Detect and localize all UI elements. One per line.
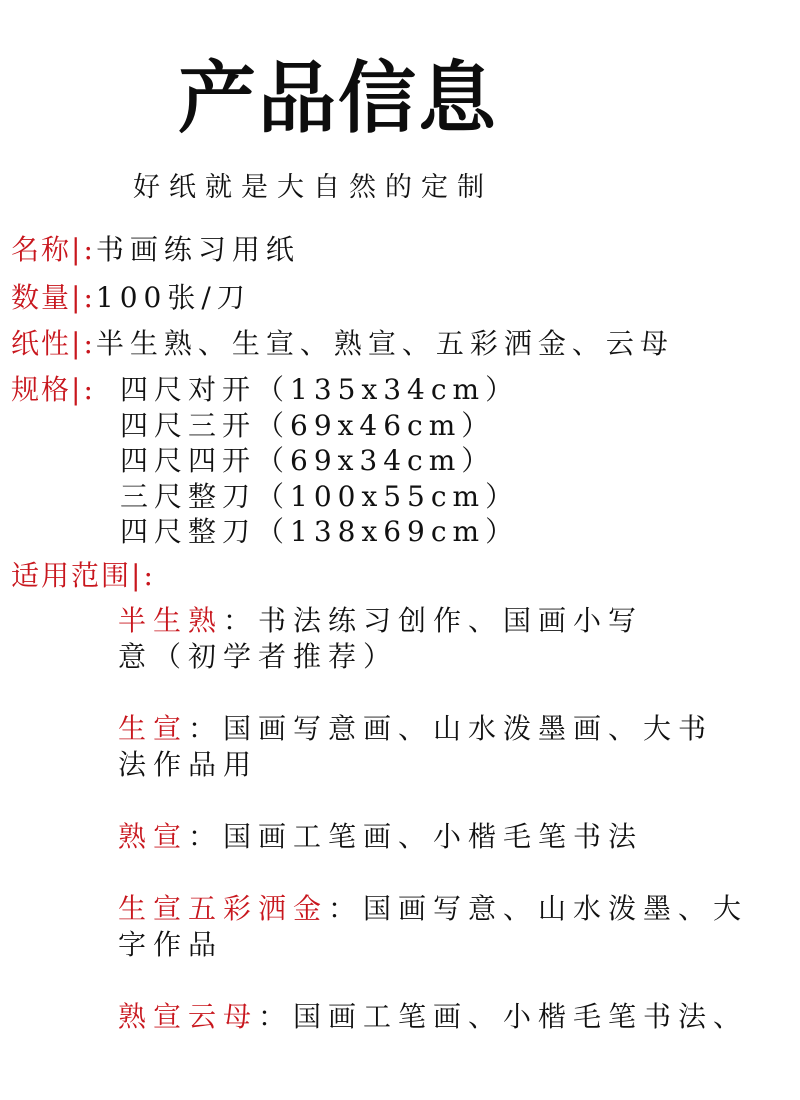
spec-item: 四尺对开（135x34cm） [120, 373, 520, 406]
usage-line: 意（初学者推荐） [118, 640, 399, 673]
usage-key: 生宣 [118, 712, 189, 745]
usage-line: 法作品用 [118, 748, 259, 781]
field-usage-label: 适用范围 [11, 559, 132, 592]
usage-colon: ： [328, 892, 364, 925]
usage-item [118, 999, 748, 1035]
field-spec-separator: |: [71, 373, 96, 406]
page-subtitle: 好纸就是大自然的定制 [133, 172, 493, 203]
usage-line [118, 819, 643, 855]
usage-line [118, 999, 748, 1035]
spec-list [120, 372, 519, 550]
field-usage-separator: |: [131, 559, 156, 592]
usage-key: 熟宣云母 [118, 1000, 259, 1033]
field-name-label: 名称 [11, 233, 72, 266]
usage-colon: ： [188, 712, 224, 745]
usage-line [118, 711, 713, 747]
field-nature-value: 半生熟、生宣、熟宣、五彩洒金、云母 [95, 327, 674, 360]
field-quantity-separator: |: [71, 281, 96, 314]
field-usage [11, 558, 156, 594]
field-name [11, 232, 300, 268]
usage-key: 生宣五彩洒金 [118, 892, 329, 925]
usage-item [118, 819, 643, 855]
field-quantity [11, 280, 251, 316]
field-quantity-label: 数量 [11, 281, 72, 314]
field-nature-label: 纸性 [11, 327, 72, 360]
usage-desc: 国画写意画、山水泼墨画、大书 [223, 712, 714, 745]
spec-item: 三尺整刀（100x55cm） [120, 479, 520, 513]
usage-item [118, 603, 643, 675]
spec-item: 四尺整刀（138x69cm） [120, 515, 520, 548]
usage-desc: 书法练习创作、国画小写 [258, 604, 644, 637]
usage-colon: ： [258, 1000, 294, 1033]
usage-desc: 国画工笔画、小楷毛笔书法、 [293, 1000, 749, 1033]
spec-item: 四尺四开（69x34cm） [120, 444, 496, 477]
field-name-value: 书画练习用纸 [95, 233, 300, 266]
usage-line [118, 891, 748, 927]
usage-item [118, 711, 713, 783]
usage-colon: ： [223, 604, 259, 637]
usage-key: 熟宣 [118, 820, 189, 853]
field-quantity-value: 100张/刀 [95, 281, 251, 314]
spec-item: 四尺三开（69x46cm） [120, 408, 496, 442]
usage-colon: ： [188, 820, 224, 853]
field-spec [11, 372, 96, 408]
field-nature [11, 326, 674, 362]
field-nature-separator: |: [71, 327, 96, 360]
field-spec-label: 规格 [11, 373, 72, 406]
usage-desc: 国画写意、山水泼墨、大 [363, 892, 749, 925]
field-name-separator: |: [71, 233, 96, 266]
usage-line: 字作品 [118, 928, 224, 961]
usage-desc: 国画工笔画、小楷毛笔书法 [223, 820, 644, 853]
usage-item [118, 891, 748, 963]
page-title: 产品信息 [178, 53, 499, 144]
usage-line [118, 603, 643, 639]
usage-key: 半生熟 [118, 604, 224, 637]
